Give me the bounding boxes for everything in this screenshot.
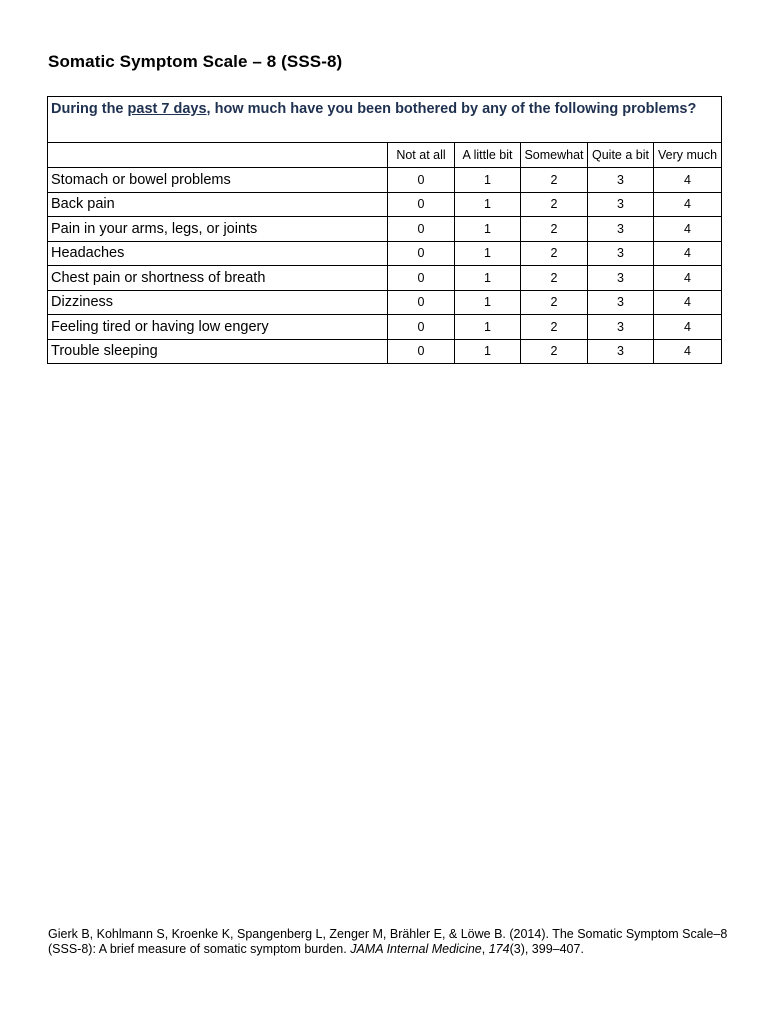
score-cell: 3 <box>588 217 654 242</box>
score-cell: 2 <box>521 290 588 315</box>
score-cell: 0 <box>388 241 455 266</box>
score-cell: 1 <box>455 192 521 217</box>
score-cell: 3 <box>588 266 654 291</box>
score-cell: 2 <box>521 266 588 291</box>
header-blank-cell <box>48 143 388 168</box>
score-cell: 3 <box>588 290 654 315</box>
question-prefix: During the <box>51 101 128 117</box>
score-cell: 4 <box>654 315 722 340</box>
score-cell: 2 <box>521 168 588 193</box>
table-row <box>48 315 722 340</box>
score-cell: 0 <box>388 290 455 315</box>
citation-volume: 174 <box>488 942 510 956</box>
column-header-a-little-bit: A little bit <box>455 143 521 168</box>
score-cell: 4 <box>654 266 722 291</box>
citation-journal: JAMA Internal Medicine <box>350 942 482 956</box>
score-cell: 2 <box>521 192 588 217</box>
score-cell: 4 <box>654 241 722 266</box>
column-header-quite-a-bit: Quite a bit <box>588 143 654 168</box>
score-cell: 1 <box>455 290 521 315</box>
question-row <box>48 97 722 143</box>
table-row <box>48 266 722 291</box>
score-cell: 3 <box>588 168 654 193</box>
citation-issue-pages: (3), 399–407. <box>509 942 584 956</box>
score-cell: 4 <box>654 192 722 217</box>
column-header-row <box>48 143 722 168</box>
score-cell: 1 <box>455 339 521 364</box>
symptom-label: Headaches <box>48 241 388 266</box>
symptom-table <box>47 96 722 364</box>
citation <box>48 927 728 957</box>
score-cell: 2 <box>521 315 588 340</box>
table-row <box>48 217 722 242</box>
score-cell: 1 <box>455 315 521 340</box>
symptom-label: Feeling tired or having low engery <box>48 315 388 340</box>
symptom-label: Stomach or bowel problems <box>48 168 388 193</box>
table-row <box>48 192 722 217</box>
score-cell: 4 <box>654 290 722 315</box>
score-cell: 3 <box>588 192 654 217</box>
score-cell: 4 <box>654 339 722 364</box>
score-cell: 0 <box>388 339 455 364</box>
score-cell: 0 <box>388 217 455 242</box>
table-row <box>48 339 722 364</box>
column-header-not-at-all: Not at all <box>388 143 455 168</box>
score-cell: 4 <box>654 217 722 242</box>
score-cell: 0 <box>388 192 455 217</box>
citation-sep: , <box>481 942 489 956</box>
symptom-label: Trouble sleeping <box>48 339 388 364</box>
column-header-very-much: Very much <box>654 143 722 168</box>
score-cell: 3 <box>588 241 654 266</box>
symptom-label: Pain in your arms, legs, or joints <box>48 217 388 242</box>
citation-authors-title: Gierk B, Kohlmann S, Kroenke K, Spangenberg L, Zenger M, Brähler E, & Löwe B. (2014). The Somatic Symptom Scale–8 (SSS-8): A brief measure of somatic symptom burden. <box>48 927 728 956</box>
table-row <box>48 168 722 193</box>
score-cell: 1 <box>455 217 521 242</box>
score-cell: 4 <box>654 168 722 193</box>
question-suffix: , how much have you been bothered by any of the following problems? <box>206 101 697 117</box>
score-cell: 0 <box>388 168 455 193</box>
symptom-label: Dizziness <box>48 290 388 315</box>
score-cell: 1 <box>455 266 521 291</box>
score-cell: 2 <box>521 241 588 266</box>
symptom-label: Back pain <box>48 192 388 217</box>
score-cell: 0 <box>388 266 455 291</box>
question-text <box>48 97 722 143</box>
column-header-somewhat: Somewhat <box>521 143 588 168</box>
question-timeframe: past 7 days <box>127 101 207 117</box>
score-cell: 3 <box>588 339 654 364</box>
symptom-label: Chest pain or shortness of breath <box>48 266 388 291</box>
page-title: Somatic Symptom Scale – 8 (SSS-8) <box>48 52 343 71</box>
score-cell: 1 <box>455 168 521 193</box>
score-cell: 1 <box>455 241 521 266</box>
score-cell: 2 <box>521 339 588 364</box>
table-row <box>48 241 722 266</box>
score-cell: 2 <box>521 217 588 242</box>
score-cell: 3 <box>588 315 654 340</box>
table-row <box>48 290 722 315</box>
score-cell: 0 <box>388 315 455 340</box>
